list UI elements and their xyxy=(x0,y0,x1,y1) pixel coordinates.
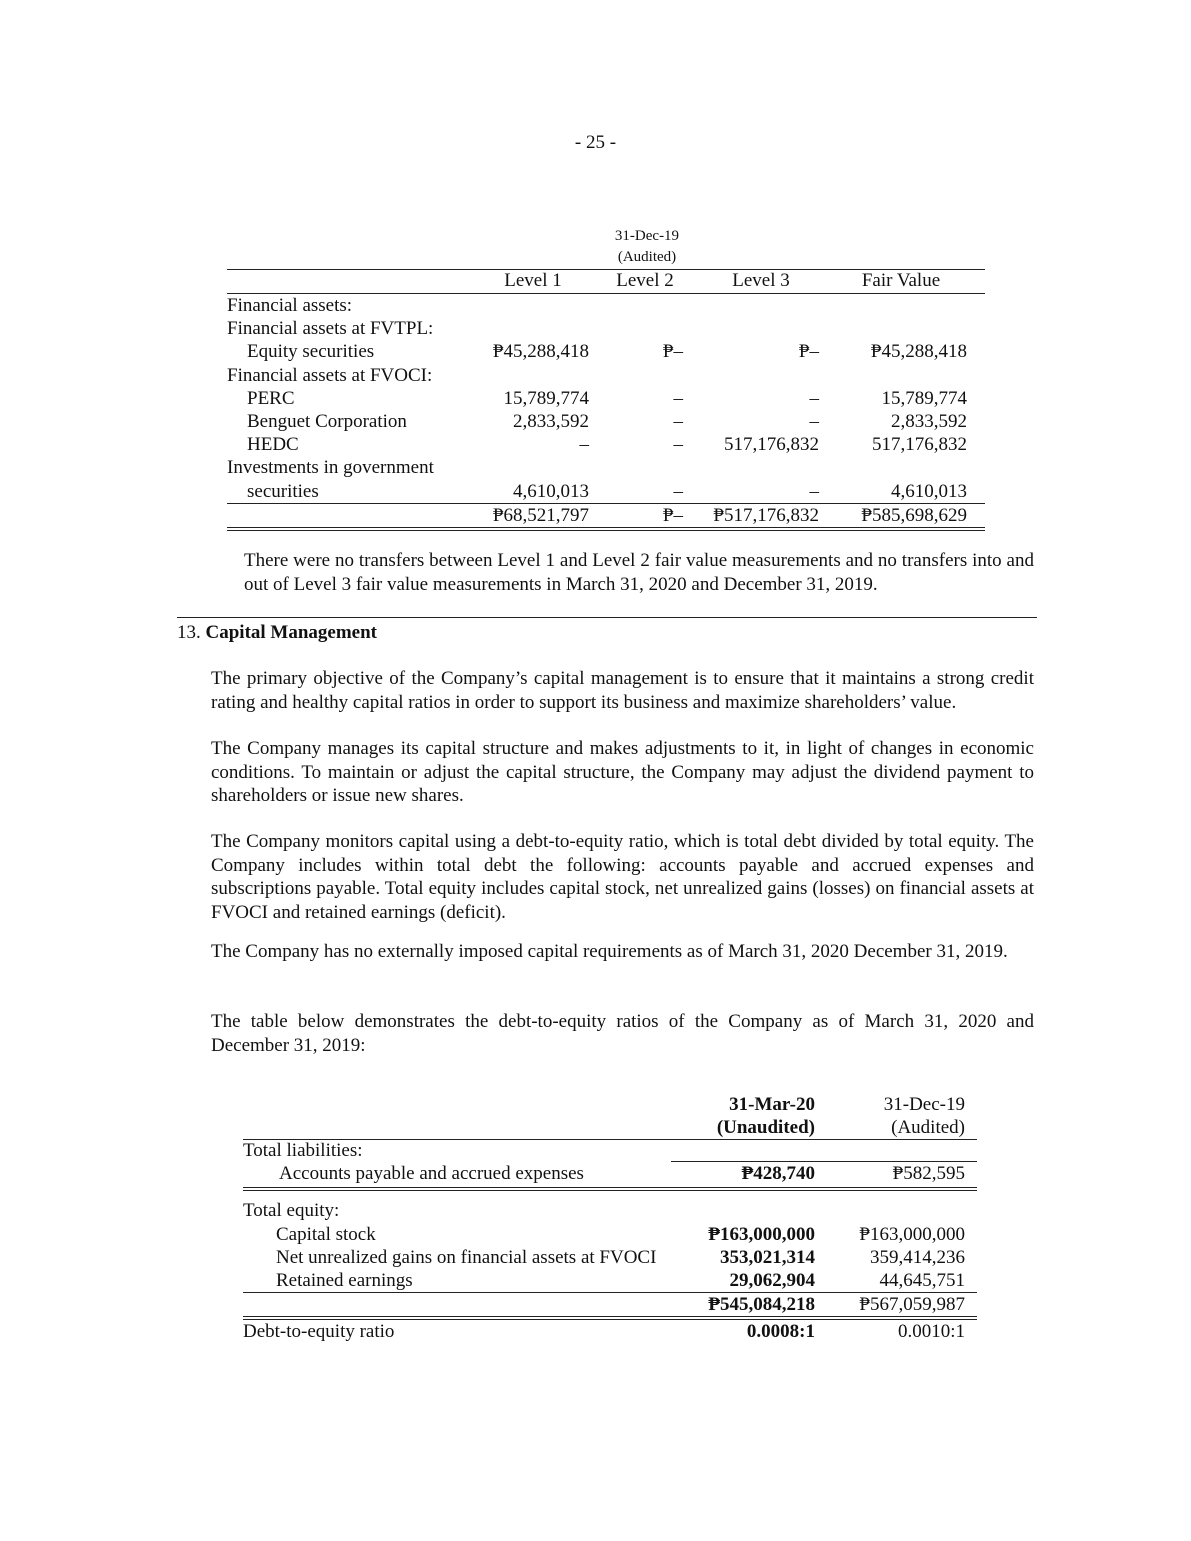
row-label: Retained earnings xyxy=(276,1269,413,1291)
cell-value: ₱– xyxy=(798,341,819,363)
row-label: Accounts payable and accrued expenses xyxy=(279,1163,584,1185)
table-row xyxy=(227,456,985,479)
ratio-row xyxy=(243,1316,977,1343)
paragraph: The primary objective of the Company’s capital management is to ensure that it maintains a strong credit rating and healthy capital ratios in order to support its business and maximize shareholders’ value. xyxy=(211,668,1034,713)
table-row xyxy=(243,1246,977,1269)
row-label: Total liabilities: xyxy=(243,1140,363,1161)
table-row xyxy=(227,364,985,387)
fair-value-table xyxy=(227,225,985,531)
transfer-note: There were no transfers between Level 1 and Level 2 fair value measurements and no transfers into and out of Level 3 fair value measurements in March 31, 2020 and December 31, 2019. xyxy=(244,550,1034,595)
cell-value: 15,789,774 xyxy=(503,387,589,409)
value-dec19: 44,645,751 xyxy=(879,1269,965,1291)
cell-value: ₱– xyxy=(662,341,683,363)
ratio-mar20: 0.0008:1 xyxy=(746,1321,815,1343)
cell-value: – xyxy=(673,387,683,409)
col2-date: 31-Dec-19 xyxy=(883,1094,965,1115)
value-dec19: 359,414,236 xyxy=(870,1246,965,1268)
row-label: Equity securities xyxy=(247,341,375,363)
row-label: Financial assets at FVTPL: xyxy=(227,318,434,340)
column-headers xyxy=(243,1093,977,1139)
paragraph: The table below demonstrates the debt-to-equity ratios of the Company as of March 31, 2020 and December 31, 2019: xyxy=(211,1011,1034,1056)
cell-value: 2,833,592 xyxy=(891,410,967,432)
row-label: Total equity: xyxy=(243,1200,340,1222)
column-header: Level 1 xyxy=(504,270,562,291)
row-label: Financial assets at FVOCI: xyxy=(227,364,433,386)
cell-value: 4,610,013 xyxy=(513,480,589,502)
cell-value: – xyxy=(579,434,589,456)
equity-total-dec19: ₱567,059,987 xyxy=(859,1294,965,1316)
paragraph: The Company manages its capital structure and makes adjustments to it, in light of changes in economic conditions. To maintain or adjust the capital structure, the Company may adjust the dividend payment to shareholders or issue new shares. xyxy=(211,738,1034,806)
col2-status: (Audited) xyxy=(891,1117,965,1138)
total-level3: ₱517,176,832 xyxy=(713,504,819,526)
cell-value: – xyxy=(673,410,683,432)
cell-value: – xyxy=(809,480,819,502)
cell-value: – xyxy=(809,410,819,432)
value-mar20: 353,021,314 xyxy=(720,1246,815,1268)
cell-value: – xyxy=(673,480,683,502)
col1-status: (Unaudited) xyxy=(716,1117,815,1138)
column-header: Level 2 xyxy=(616,270,674,291)
period-header xyxy=(227,225,985,269)
cell-value: 15,789,774 xyxy=(881,387,967,409)
row-label: Benguet Corporation xyxy=(247,410,407,432)
row-label: Debt-to-equity ratio xyxy=(243,1321,395,1343)
value-mar20: ₱163,000,000 xyxy=(708,1223,815,1245)
cell-value: 4,610,013 xyxy=(891,480,967,502)
period-date: 31-Dec-19 xyxy=(614,228,680,244)
total-level1: ₱68,521,797 xyxy=(492,504,589,526)
row-label: Net unrealized gains on financial assets at FVOCI xyxy=(276,1246,657,1268)
row-label: securities xyxy=(247,480,319,502)
table-body xyxy=(227,294,985,503)
col1-date: 31-Mar-20 xyxy=(729,1094,815,1115)
section-number: 13. xyxy=(177,622,201,643)
value-dec19: ₱163,000,000 xyxy=(859,1223,965,1245)
cell-value: ₱45,288,418 xyxy=(870,341,967,363)
table-row xyxy=(243,1269,977,1292)
ratio-dec19: 0.0010:1 xyxy=(897,1321,965,1343)
debt-equity-table xyxy=(243,1093,977,1344)
section-heading xyxy=(177,622,377,644)
table-row xyxy=(243,1223,977,1246)
section-divider xyxy=(177,617,1037,618)
double-rule xyxy=(243,1187,977,1191)
table-row xyxy=(227,340,985,363)
row-label: PERC xyxy=(247,387,295,409)
row-label: Investments in government xyxy=(227,457,434,479)
total-level2: ₱– xyxy=(662,504,683,526)
cell-value: ₱45,288,418 xyxy=(492,341,589,363)
cell-value: 517,176,832 xyxy=(724,434,819,456)
paragraph: The Company monitors capital using a debt-to-equity ratio, which is total debt divided by total equity. The Company includes within total debt the following: accounts payable and accrued expenses and subscriptions payable. Total equity includes capital stock, net unrealized gains (losses) on financial assets at FVOCI and retained earnings (deficit). xyxy=(211,831,1034,923)
total-row xyxy=(227,503,985,531)
cell-value: 2,833,592 xyxy=(513,410,589,432)
value-mar20: ₱428,740 xyxy=(741,1163,815,1185)
page-number: - 25 - xyxy=(574,132,617,153)
table-row xyxy=(227,387,985,410)
row-label: Capital stock xyxy=(276,1223,376,1245)
section-title: Capital Management xyxy=(205,622,378,643)
table-row xyxy=(227,410,985,433)
column-headers xyxy=(227,269,985,294)
row-label: Financial assets: xyxy=(227,295,353,316)
column-header: Level 3 xyxy=(732,270,790,291)
equity-total-row xyxy=(243,1292,977,1316)
cell-value: 517,176,832 xyxy=(872,434,967,456)
column-header: Fair Value xyxy=(861,270,941,291)
period-status: (Audited) xyxy=(617,249,677,265)
equity-rows xyxy=(243,1223,977,1293)
table-row xyxy=(227,294,985,317)
accounts-payable-row xyxy=(243,1162,977,1185)
total-fair-value: ₱585,698,629 xyxy=(861,504,967,526)
liabilities-heading-row xyxy=(243,1139,977,1162)
value-dec19: ₱582,595 xyxy=(892,1163,965,1185)
value-mar20: 29,062,904 xyxy=(729,1269,815,1291)
row-label: HEDC xyxy=(247,434,299,456)
table-row xyxy=(227,480,985,503)
paragraph: The Company has no externally imposed capital requirements as of March 31, 2020 December 31, 2019. xyxy=(211,941,1008,962)
cell-value: – xyxy=(809,387,819,409)
cell-value: – xyxy=(673,434,683,456)
table-row xyxy=(227,433,985,456)
table-row xyxy=(227,317,985,340)
equity-total-mar20: ₱545,084,218 xyxy=(708,1294,815,1316)
equity-heading-row xyxy=(243,1199,977,1222)
